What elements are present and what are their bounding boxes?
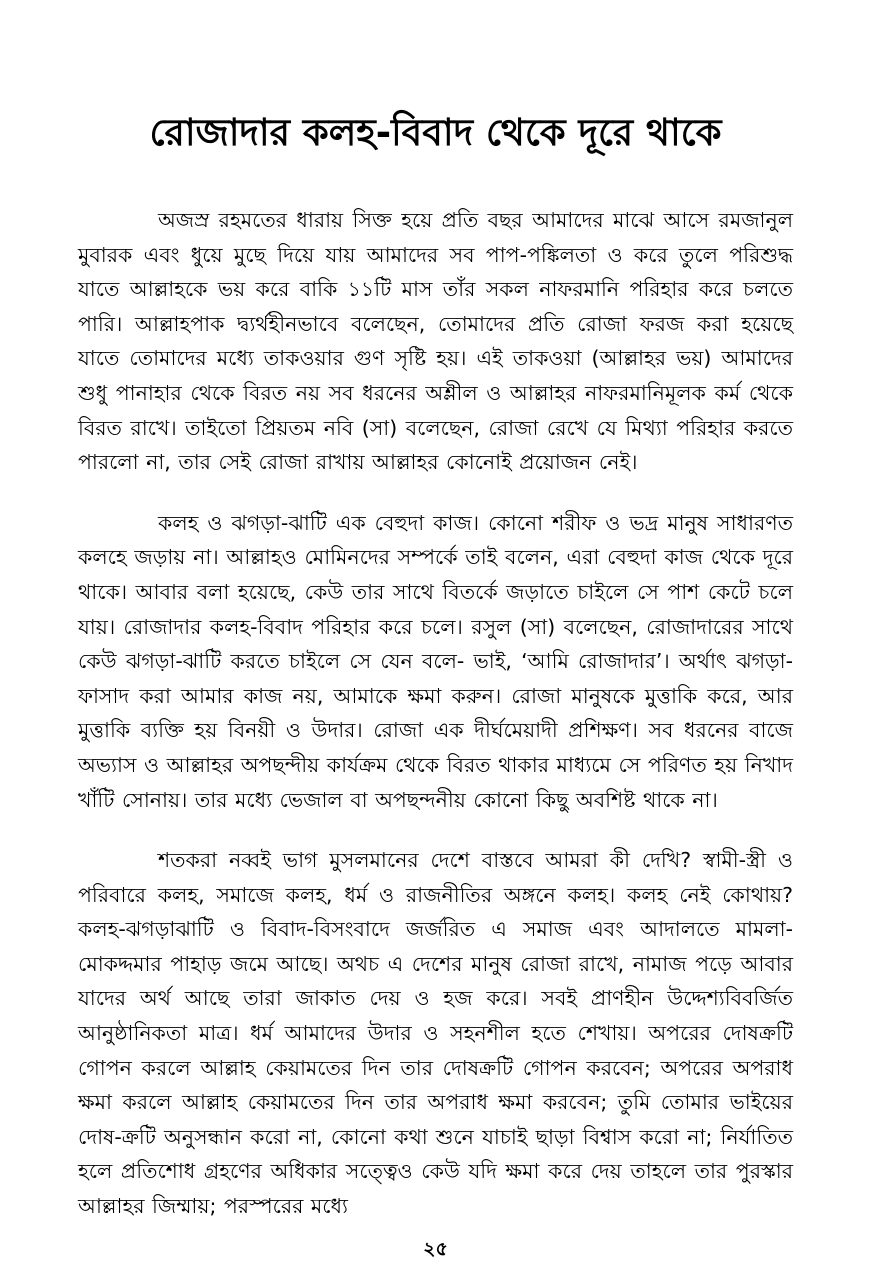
paragraph-1: অজস্র রহমতের ধারায় সিক্ত হয়ে প্রতি বছর আমাদের মাঝে আসে রমজানুল মুবারক এবং ধুয়ে মুছে দিয়ে যায় আমাদের সব পাপ-পঙ্কিলতা ও করে তুলে পরিশুদ্ধ যাতে আল্লাহকে ভয় করে বাকি ১১টি মাস তাঁর সকল নাফরমানি পরিহার করে চলতে পারি। আল্লাহপাক দ্ব্যর্থহীনভাবে বলেছেন, তোমাদের প্রতি রোজা ফরজ করা হয়েছে যাতে তোমাদের মধ্যে তাকওয়ার গুণ সৃষ্টি হয়। এই তাকওয়া (আল্লাহর ভয়) আমাদের শুধু পানাহার থেকে বিরত নয় সব ধরনের অশ্লীল ও আল্লাহর নাফরমানিমূলক কর্ম থেকে বিরত রাখে। তাইতো প্রিয়তম নবি (সা) বলেছেন, রোজা রেখে যে মিথ্যা পরিহার করতে পারলো না, তার সেই রোজা রাখায় আল্লাহর কোনোই প্রয়োজন নেই।	[78, 208, 793, 475]
document-page	[78, 0, 793, 1275]
page-title: রোজাদার কলহ-বিবাদ থেকে দূরে থাকে	[149, 111, 722, 154]
paragraph-2: কলহ ও ঝগড়া-ঝাটি এক বেহুদা কাজ। কোনো শরীফ ও ভদ্র মানুষ সাধারণত কলহে জড়ায় না। আল্লাহও মোমিনদের সম্পর্কে তাই বলেন, এরা বেহুদা কাজ থেকে দূরে থাকে। আবার বলা হয়েছে, কেউ তার সাথে বিতর্কে জড়াতে চাইলে সে পাশ কেটে চলে যায়। রোজাদার কলহ-বিবাদ পরিহার করে চলে। রসুল (সা) বলেছেন, রোজাদারের সাথে কেউ ঝগড়া-ঝাটি করতে চাইলে সে যেন বলে- ভাই, ‘আমি রোজাদার’। অর্থাৎ ঝগড়া-ফাসাদ করা আমার কাজ নয়, আমাকে ক্ষমা করুন। রোজা মানুষকে মুত্তাকি করে, আর মুত্তাকি ব্যক্তি হয় বিনয়ী ও উদার। রোজা এক দীর্ঘমেয়াদী প্রশিক্ষণ। সব ধরনের বাজে অভ্যাস ও আল্লাহর অপছন্দীয় কার্যক্রম থেকে বিরত থাকার মাধ্যমে সে পরিণত হয় নিখাদ খাঁটি সোনায়। তার মধ্যে ভেজাল বা অপছন্দনীয় কোনো কিছু অবশিষ্ট থাকে না।	[78, 510, 793, 812]
page-number: ২৫	[423, 1238, 448, 1260]
paragraph-3: শতকরা নব্বই ভাগ মুসলমানের দেশে বাস্তবে আমরা কী দেখি? স্বামী-স্ত্রী ও পরিবারে কলহ, সমাজে কলহ, ধর্ম ও রাজনীতির অঙ্গনে কলহ। কলহ নেই কোথায়? কলহ-ঝগড়াঝাটি ও বিবাদ-বিসংবাদে জর্জরিত এ সমাজ এবং আদালতে মামলা-মোকদ্দমার পাহাড় জমে আছে। অথচ এ দেশের মানুষ রোজা রাখে, নামাজ পড়ে আবার যাদের অর্থ আছে তারা জাকাত দেয় ও হজ করে। সবই প্রাণহীন উদ্দেশ্যবিবর্জিত আনুষ্ঠানিকতা মাত্র। ধর্ম আমাদের উদার ও সহনশীল হতে শেখায়। অপরের দোষক্রটি গোপন করলে আল্লাহ কেয়ামতের দিন তার দোষক্রটি গোপন করবেন; অপরের অপরাধ ক্ষমা করলে আল্লাহ কেয়ামতের দিন তার অপরাধ ক্ষমা করবেন; তুমি তোমার ভাইয়ের দোষ-ক্রটি অনুসন্ধান করো না, কোনো কথা শুনে যাচাই ছাড়া বিশ্বাস করো না; নির্যাতিত হলে প্রতিশোধ গ্রহণের অধিকার সত্ত্বেও কেউ যদি ক্ষমা করে দেয় তাহলে তার পুরস্কার আল্লাহর জিম্মায়; পরস্পরের মধ্যে	[78, 848, 793, 1219]
article-body	[78, 203, 793, 1250]
